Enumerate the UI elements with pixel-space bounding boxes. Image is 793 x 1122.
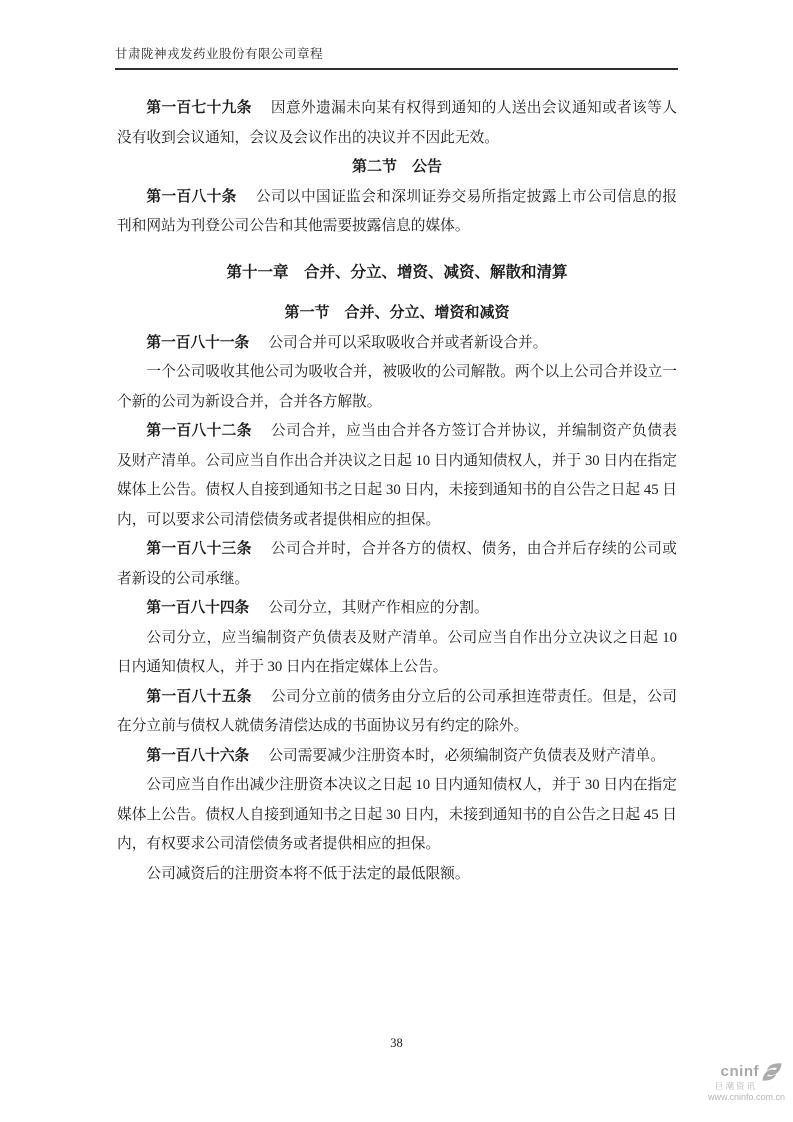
document-body	[117, 94, 677, 889]
article-text: 公司合并，应当由合并各方签订合并协议，并编制资产负债表及财产清单。公司应当自作出合并决议之日起 10 日内通知债权人，并于 30 日内在指定媒体上公告。债权人自接到通知书之日起 30 日内，未接到通知书的自公告之日起 45 日内，可以要求公司清偿债务或者提供相应的担保。	[117, 423, 677, 528]
body-paragraph: 公司减资后的注册资本将不低于法定的最低限额。	[146, 865, 470, 882]
cninfo-chinese-name: 巨潮资讯	[714, 1081, 757, 1091]
article-paragraph	[117, 683, 677, 742]
body-paragraph: 一个公司吸收其他公司为吸收合并，被吸收的公司解散。两个以上公司合并设立一个新的公司为新设合并，合并各方解散。	[117, 364, 677, 410]
article-text: 公司以中国证监会和深圳证券交易所指定披露上市公司信息的报刊和网站为刊登公司公告和其他需要披露信息的媒体。	[117, 188, 677, 234]
body-paragraph: 公司分立，应当编制资产负债表及财产清单。公司应当自作出分立决议之日起 10 日内通知债权人，并于 30 日内在指定媒体上公告。	[117, 629, 677, 675]
article-text: 公司需要减少注册资本时，必须编制资产负债表及财产清单。	[268, 747, 665, 764]
article-number: 第一百八十六条	[146, 747, 250, 764]
page-number: 38	[390, 1036, 403, 1050]
article-paragraph	[117, 594, 677, 624]
article-paragraph	[117, 94, 677, 153]
article-number: 第一百八十二条	[146, 423, 252, 439]
header-rule	[115, 68, 678, 70]
section-heading: 第一节 合并、分立、增资和减资	[284, 305, 510, 321]
cninfo-watermark	[667, 1062, 787, 1102]
article-number: 第一百八十一条	[146, 334, 250, 351]
body-paragraph: 公司应当自作出减少注册资本决议之日起 10 日内通知债权人，并于 30 日内在指定媒体上公告。债权人自接到通知书之日起 30 日内，未接到通知书的自公告之日起 45 日内，有权要求公司清偿债务或者提供相应的担保。	[117, 777, 677, 852]
article-number: 第一百八十五条	[146, 688, 252, 705]
article-number: 第一百八十三条	[146, 541, 252, 557]
article-text: 因意外遗漏未向某有权得到通知的人送出会议通知或者该等人没有收到会议通知，会议及会议作出的决议并不因此无效。	[117, 100, 677, 146]
article-paragraph	[117, 742, 677, 772]
article-number: 第一百八十条	[146, 188, 237, 205]
header-title: 甘肃陇神戎发药业股份有限公司章程	[115, 47, 324, 61]
chapter-heading: 第十一章 合并、分立、增资、减资、解散和清算	[226, 263, 568, 281]
cninfo-swirl-icon	[761, 1062, 783, 1082]
cninfo-brand-row	[667, 1062, 787, 1082]
article-text: 公司分立前的债务由分立后的公司承担连带责任。但是，公司在分立前与债权人就债务清偿达成的书面协议另有约定的除外。	[117, 688, 677, 734]
section-heading: 第二节 公告	[351, 159, 442, 175]
cninfo-brand-text: cninf	[720, 1063, 759, 1081]
page-header	[115, 44, 678, 70]
article-paragraph	[117, 329, 677, 359]
article-text: 公司合并可以采取吸收合并或者新设合并。	[268, 334, 548, 351]
article-number: 第一百七十九条	[146, 100, 252, 116]
article-paragraph	[117, 417, 677, 535]
article-number: 第一百八十四条	[146, 600, 250, 616]
article-paragraph	[117, 183, 677, 242]
article-paragraph	[117, 535, 677, 594]
article-text: 公司合并时，合并各方的债权、债务，由合并后存续的公司或者新设的公司承继。	[117, 541, 677, 587]
article-text: 公司分立，其财产作相应的分割。	[268, 600, 489, 616]
cninfo-url: www.cninfo.com.cn	[707, 1091, 785, 1102]
